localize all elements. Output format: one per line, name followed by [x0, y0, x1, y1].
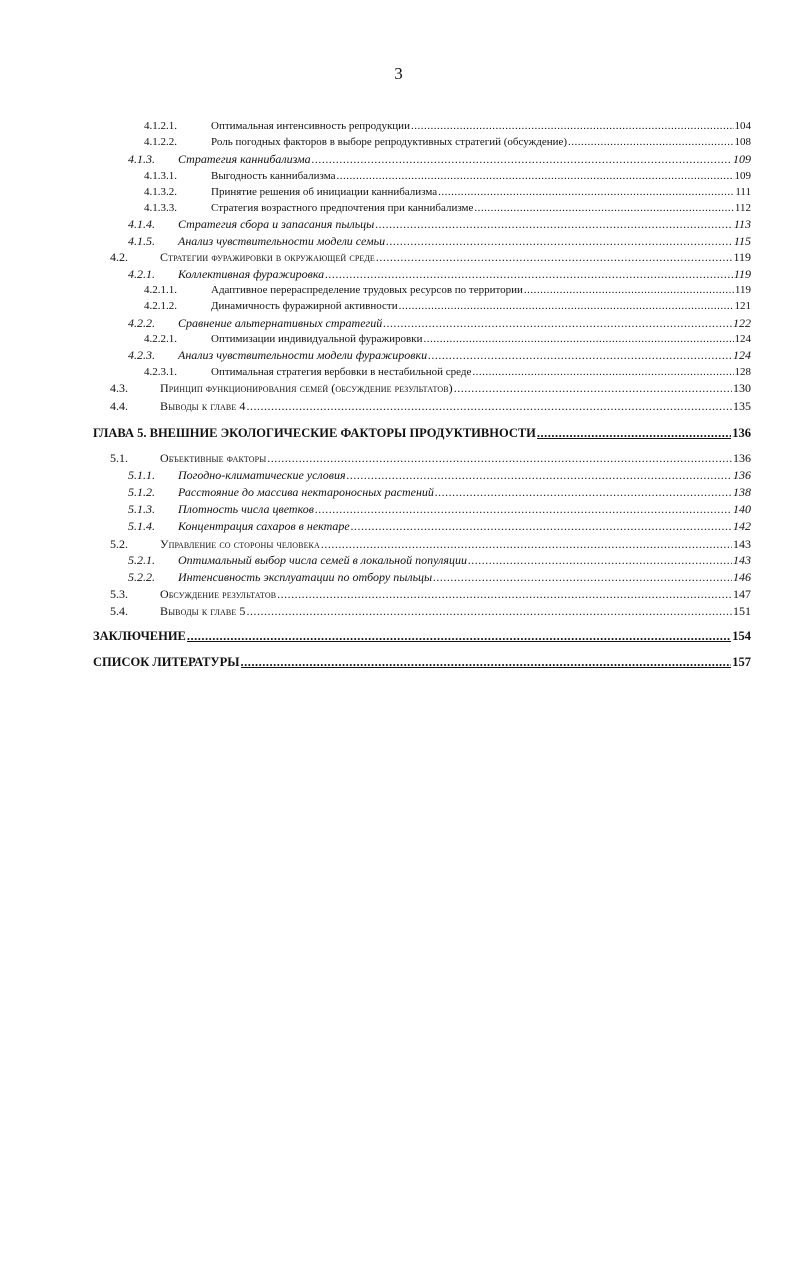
dot-leader: [351, 518, 732, 534]
toc-entry-title: Сравнение альтернативных стратегий: [178, 316, 383, 330]
toc-entry-page: 109: [733, 152, 751, 166]
toc-entry-line: [211, 118, 751, 134]
toc-entry-number: 5.2.1.: [128, 553, 155, 567]
toc-entry-number: 5.3.: [110, 587, 128, 601]
toc-entry-page: 119: [733, 250, 751, 264]
toc-entry-title: Объективные факторы: [160, 451, 267, 465]
toc-entry-title: Анализ чувствительности модели фуражировки: [178, 348, 428, 362]
toc-entry-number: 5.1.3.: [128, 502, 155, 516]
dot-leader: [337, 168, 734, 184]
toc-entry-line: [178, 233, 751, 249]
dot-leader: [399, 298, 734, 314]
dot-leader: [383, 315, 732, 331]
toc-entry-page: 108: [734, 136, 751, 148]
toc-entry-page: 113: [733, 217, 751, 231]
dot-leader: [386, 233, 733, 249]
dot-leader: [474, 200, 734, 216]
toc-entry-line: [178, 347, 751, 363]
dot-leader: [454, 380, 732, 396]
toc-entry-title: Оптимальная интенсивность репродукции: [211, 120, 410, 132]
toc-entry-page: 138: [733, 485, 751, 499]
toc-entry-line: [160, 398, 751, 414]
toc-entry-title: Стратегия возрастного предпочтения при каннибализме: [211, 202, 474, 214]
toc-entry-page: 143: [733, 537, 751, 551]
toc-entry-number: 4.1.4.: [128, 217, 155, 231]
toc-entry-line: [160, 603, 751, 619]
toc-entry-title: Концентрация сахаров в нектаре: [178, 519, 350, 533]
dot-leader: [524, 282, 734, 298]
dot-leader: [325, 266, 733, 282]
toc-entry-title: Коллективная фуражировка: [178, 267, 325, 281]
toc-entry-page: 142: [733, 519, 751, 533]
toc-entry-line: [178, 216, 751, 232]
toc-entry-page: 143: [733, 553, 751, 567]
toc-entry-number: 4.2.3.1.: [144, 366, 177, 378]
toc-entry-line: [178, 467, 751, 483]
toc-entry-title: Плотность числа цветков: [178, 502, 314, 516]
toc-entry-page: 146: [733, 570, 751, 584]
toc-entry-title: Погодно-климатические условия: [178, 468, 346, 482]
dot-leader: [247, 398, 732, 414]
toc-entry-line: [160, 586, 751, 602]
toc-entry-page: 135: [733, 399, 751, 413]
dot-leader: [375, 216, 733, 232]
toc-entry-page: 112: [734, 202, 751, 214]
toc-entry-page: 122: [733, 316, 751, 330]
toc-entry-page: 136: [733, 451, 751, 465]
toc-entry-number: 5.1.2.: [128, 485, 155, 499]
toc-entry-page: 119: [734, 284, 751, 296]
toc-entry-page: 140: [733, 502, 751, 516]
toc-entry-page: 128: [734, 366, 751, 378]
toc-entry-number: 5.1.1.: [128, 468, 155, 482]
toc-entry-page: 124: [734, 333, 751, 345]
toc-entry-number: 4.1.5.: [128, 234, 155, 248]
toc-entry-title: Выводы к главе 5: [160, 604, 246, 618]
toc-entry-page: 130: [733, 381, 751, 395]
dot-leader: [187, 628, 731, 644]
toc-entry-title: ГЛАВА 5. ВНЕШНИЕ ЭКОЛОГИЧЕСКИЕ ФАКТОРЫ ПРОДУКТИВНОСТИ: [93, 426, 536, 440]
toc-entry-number: 4.4.: [110, 399, 128, 413]
toc-entry-page: 136: [732, 426, 751, 440]
dot-leader: [376, 249, 733, 265]
toc-entry-line: [211, 134, 751, 150]
toc-entry-line: [211, 184, 751, 200]
toc-entry-title: Стратегия каннибализма: [178, 152, 311, 166]
toc-entry-page: 157: [732, 655, 751, 669]
toc-entry-title: Стратегии фуражировки в окружающей среде: [160, 250, 375, 264]
toc-entry-number: 5.2.2.: [128, 570, 155, 584]
toc-entry-title: СПИСОК ЛИТЕРАТУРЫ: [93, 655, 240, 669]
toc-entry-line: [178, 315, 751, 331]
toc-entry-line: [211, 364, 751, 380]
toc-entry-line: [178, 151, 751, 167]
toc-entry-page: 104: [734, 120, 751, 132]
toc-entry-line: [160, 536, 751, 552]
toc-entry-title: Анализ чувствительности модели семьи: [178, 234, 386, 248]
dot-leader: [321, 536, 732, 552]
toc-entry-line: [178, 484, 751, 500]
toc-entry-title: Адаптивное перераспределение трудовых ресурсов по территории: [211, 284, 523, 296]
toc-entry-line: [160, 249, 751, 265]
toc-entry-page: 154: [732, 629, 751, 643]
toc-entry-page: 147: [733, 587, 751, 601]
toc-entry-number: 4.1.3.3.: [144, 202, 177, 214]
toc-entry-number: 5.1.4.: [128, 519, 155, 533]
dot-leader: [568, 134, 733, 150]
dot-leader: [312, 151, 732, 167]
toc-entry-title: Расстояние до массива нектароносных растений: [178, 485, 434, 499]
dot-leader: [411, 118, 734, 134]
dot-leader: [435, 484, 732, 500]
toc-entry-title: Выводы к главе 4: [160, 399, 246, 413]
toc-entry-title: Интенсивность эксплуатации по отбору пыльцы: [178, 570, 433, 584]
toc-entry-number: 5.2.: [110, 537, 128, 551]
toc-entry-page: 151: [733, 604, 751, 618]
toc-entry-title: Роль погодных факторов в выборе репродуктивных стратегий (обсуждение): [211, 136, 568, 148]
toc-entry-page: 119: [733, 267, 751, 281]
dot-leader: [423, 331, 733, 347]
toc-entry-title: Принятие решения об инициации каннибализма: [211, 186, 438, 198]
dot-leader: [537, 425, 731, 441]
toc-entry-line: [178, 552, 751, 568]
toc-entry-line: [178, 266, 751, 282]
toc-entry-line: [93, 425, 751, 441]
toc-entry-title: Принцип функционирования семей (обсуждение результатов): [160, 381, 453, 395]
toc-entry-page: 121: [734, 300, 751, 312]
toc-entry-number: 4.2.2.1.: [144, 333, 177, 345]
toc-entry-title: Оптимальная стратегия вербовки в нестабильной среде: [211, 366, 472, 378]
toc-entry-title: Стратегия сбора и запасания пыльцы: [178, 217, 375, 231]
toc-entry-title: ЗАКЛЮЧЕНИЕ: [93, 629, 186, 643]
dot-leader: [267, 450, 732, 466]
toc-entry-line: [178, 501, 751, 517]
toc-entry-number: 4.1.3.: [128, 152, 155, 166]
dot-leader: [277, 586, 732, 602]
dot-leader: [315, 501, 732, 517]
toc-entry-page: 115: [733, 234, 751, 248]
toc-entry-line: [160, 380, 751, 396]
toc-entry-number: 4.1.2.1.: [144, 120, 177, 132]
toc-entry-number: 4.1.3.1.: [144, 170, 177, 182]
toc-entry-line: [211, 282, 751, 298]
dot-leader: [241, 654, 732, 670]
toc-entry-title: Обсуждение результатов: [160, 587, 277, 601]
toc-entry-number: 5.1.: [110, 451, 128, 465]
toc-entry-line: [211, 200, 751, 216]
dot-leader: [433, 569, 732, 585]
dot-leader: [472, 364, 733, 380]
toc-entry-number: 4.2.1.1.: [144, 284, 177, 296]
toc-entry-line: [211, 168, 751, 184]
toc-entry-number: 4.2.1.: [128, 267, 155, 281]
toc-entry-line: [211, 331, 751, 347]
page-number: 3: [394, 64, 403, 83]
toc-entry-number: 4.2.3.: [128, 348, 155, 362]
toc-entry-number: 4.2.: [110, 250, 128, 264]
dot-leader: [428, 347, 732, 363]
dot-leader: [247, 603, 732, 619]
toc-entry-title: Управление со стороны человека: [160, 537, 320, 551]
toc-entry-number: 4.2.1.2.: [144, 300, 177, 312]
toc-entry-line: [211, 298, 751, 314]
toc-entry-number: 4.1.2.2.: [144, 136, 177, 148]
toc-entry-page: 111: [735, 186, 751, 198]
dot-leader: [468, 552, 732, 568]
toc-entry-number: 4.3.: [110, 381, 128, 395]
dot-leader: [438, 184, 734, 200]
toc-entry-title: Выгодность каннибализма: [211, 170, 336, 182]
toc-entry-number: 4.2.2.: [128, 316, 155, 330]
toc-entry-page: 136: [733, 468, 751, 482]
toc-entry-number: 5.4.: [110, 604, 128, 618]
toc-entry-page: 109: [734, 170, 751, 182]
toc-entry-line: [178, 569, 751, 585]
toc-entry-title: Динамичность фуражирной активности: [211, 300, 398, 312]
dot-leader: [347, 467, 732, 483]
toc-entry-title: Оптимальный выбор числа семей в локальной популяции: [178, 553, 467, 567]
toc-entry-title: Оптимизации индивидуальной фуражировки: [211, 333, 423, 345]
toc-entry-number: 4.1.3.2.: [144, 186, 177, 198]
toc-entry-line: [93, 628, 751, 644]
toc-entry-line: [178, 518, 751, 534]
toc-entry-page: 124: [733, 348, 751, 362]
toc-entry-line: [93, 654, 751, 670]
toc-entry-line: [160, 450, 751, 466]
